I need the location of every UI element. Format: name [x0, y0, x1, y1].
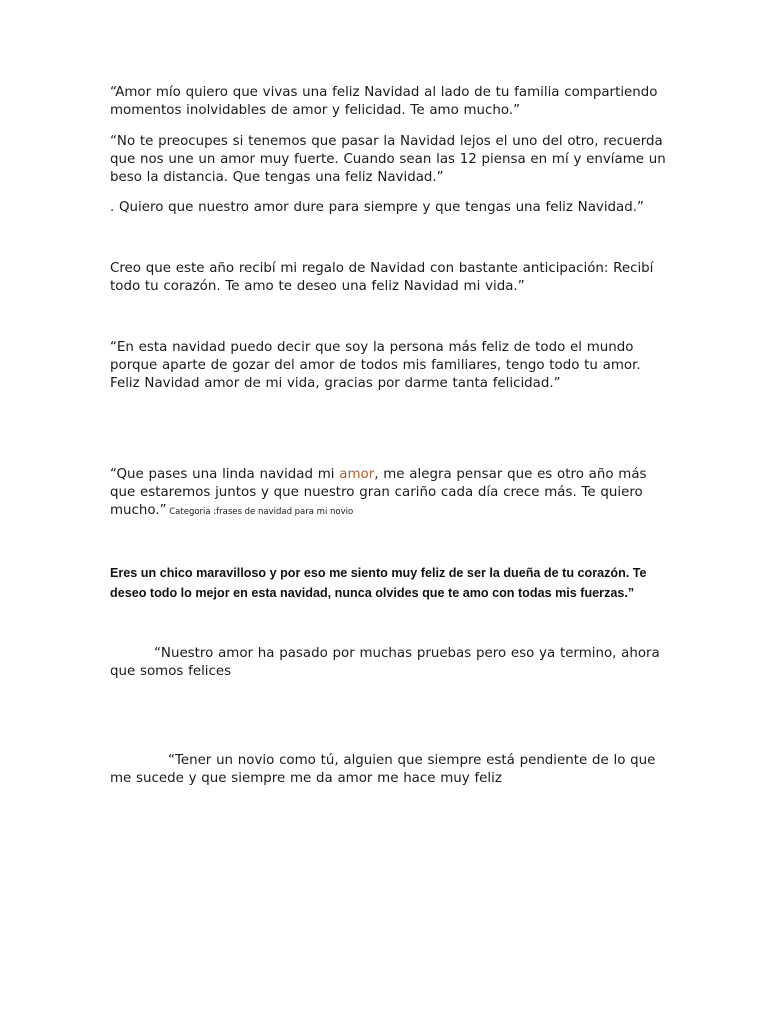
- paragraph-2: “No te preocupes si tenemos que pasar la Navidad lejos el uno del otro, recuerda que nos une un amor muy fuerte. Cuando sean las 12 piensa en mí y envíame un beso la distancia. Que tengas una feliz Navidad.”: [110, 134, 666, 185]
- paragraph-6-end: , me alegra pensar que es otro año más que estaremos juntos y que nuestro gran cariño cada día crece más. Te quiero mucho.”: [110, 467, 647, 518]
- paragraph-6-start: “Que pases una linda navidad mi: [110, 467, 340, 482]
- paragraph-8-text: “Nuestro amor ha pasado por muchas pruebas pero eso ya termino, ahora que somos felices: [110, 646, 660, 679]
- paragraph-4: Creo que este año recibí mi regalo de Navidad con bastante anticipación: Recibí todo tu corazón. Te amo te deseo una feliz Navidad mi vida.”: [110, 261, 654, 294]
- paragraph-1: “Amor mío quiero que vivas una feliz Navidad al lado de tu familia compartiendo momentos inolvidables de amor y felicidad. Te amo mucho.”: [110, 85, 658, 118]
- paragraph-5: “En esta navidad puedo decir que soy la persona más feliz de todo el mundo porque aparte de gozar del amor de todos mis familiares, tengo todo tu amor. Feliz Navidad amor de mi vida, gracias por darme tanta felicidad.”: [110, 340, 641, 391]
- paragraph-3: . Quiero que nuestro amor dure para siempre y que tengas una feliz Navidad.”: [110, 200, 644, 215]
- paragraph-8: [110, 645, 670, 681]
- highlighted-word-amor: amor: [339, 467, 375, 482]
- category-label: Categoria :frases de navidad para mi novio: [166, 507, 354, 517]
- paragraph-6: [110, 466, 670, 521]
- paragraph-7-bold: Eres un chico maravilloso y por eso me siento muy feliz de ser la dueña de tu corazón. Te deseo todo lo mejor en esta navidad, nunca olvides que te amo con todas mis fuerzas.”: [110, 566, 647, 600]
- paragraph-9: [110, 752, 670, 788]
- paragraph-9-text: “Tener un novio como tú, alguien que siempre está pendiente de lo que me sucede y que siempre me da amor me hace muy feliz: [110, 753, 656, 786]
